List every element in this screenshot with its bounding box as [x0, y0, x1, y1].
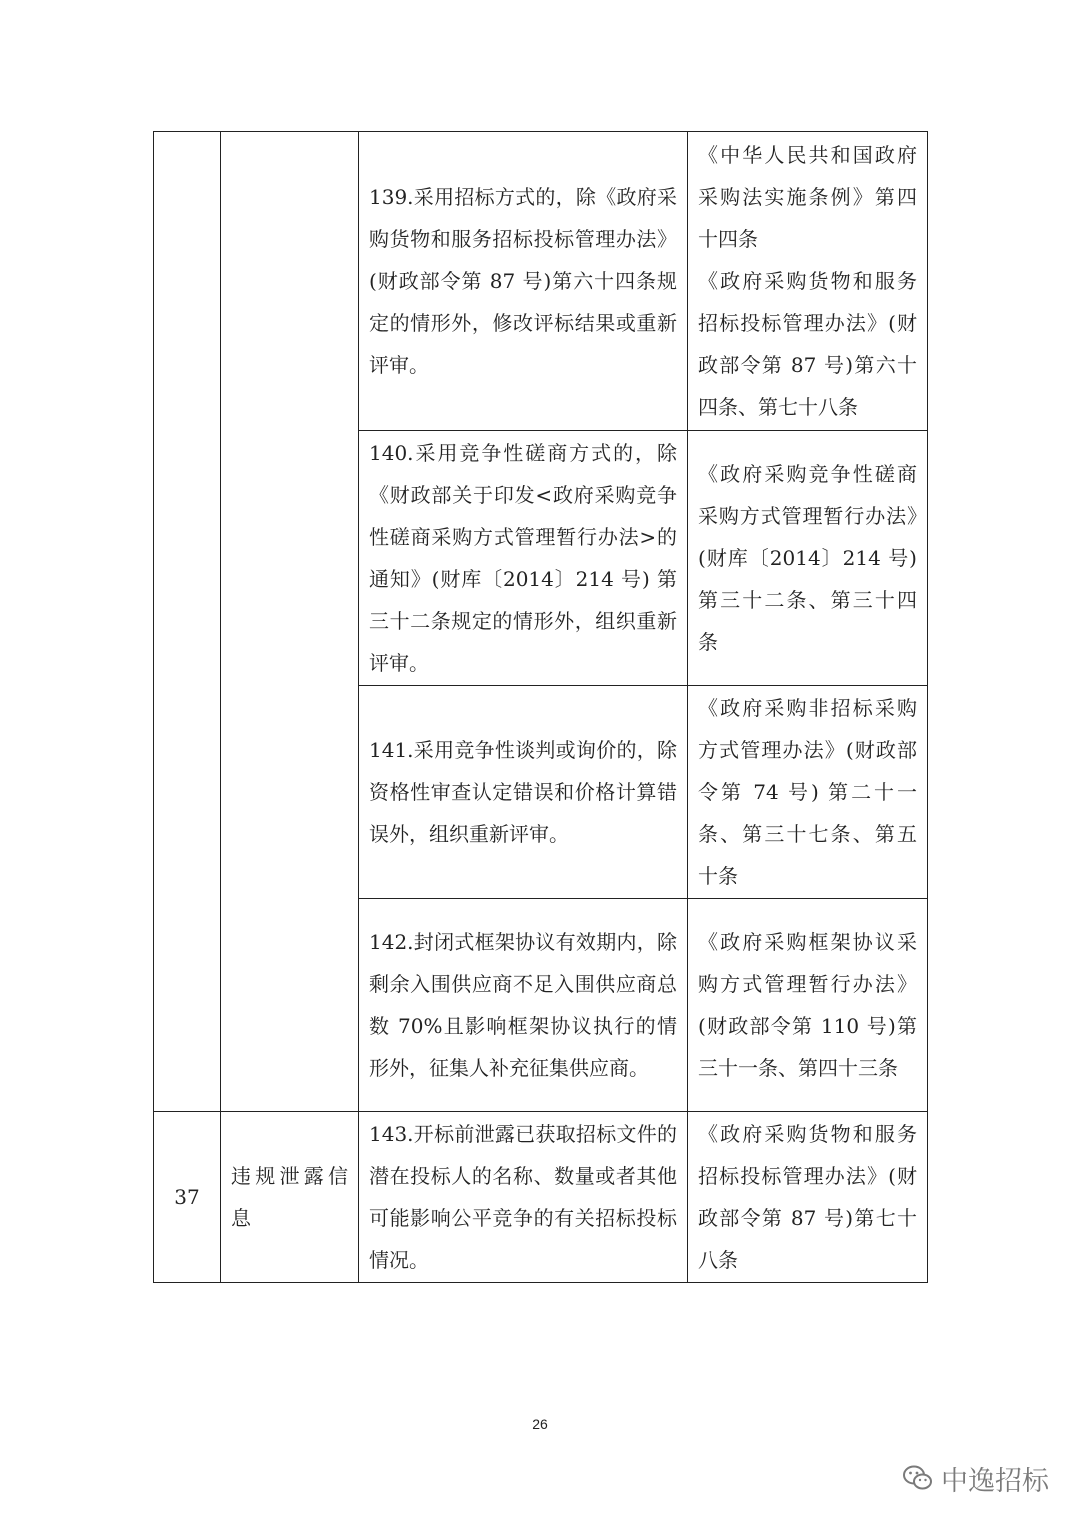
content-cell: 141.采用竞争性谈判或询价的，除资格性审查认定错误和价格计算错误外，组织重新评审。: [359, 686, 688, 899]
table-row: [154, 1112, 928, 1283]
page-number: 26: [532, 1416, 548, 1432]
basis-cell: 《政府采购框架协议采购方式管理暂行办法》(财政部令第 110 号)第三十一条、第四十三条: [688, 899, 928, 1112]
content-cell: 142.封闭式框架协议有效期内，除剩余入围供应商不足入围供应商总数 70%且影响框架协议执行的情形外，征集人补充征集供应商。: [359, 899, 688, 1112]
content-cell: 139.采用招标方式的，除《政府采购货物和服务招标投标管理办法》(财政部令第 87 号)第六十四条规定的情形外，修改评标结果或重新评审。: [359, 132, 688, 431]
basis-cell: 《政府采购非招标采购方式管理办法》(财政部令第 74 号) 第二十一条、第三十七条、第五十条: [688, 686, 928, 899]
basis-cell: 《政府采购货物和服务招标投标管理办法》(财政部令第 87 号)第七十八条: [688, 1112, 928, 1283]
row-number-cell: 37: [154, 1112, 221, 1283]
basis-cell: 《政府采购竞争性磋商采购方式管理暂行办法》(财库〔2014〕214 号) 第三十二条、第三十四条: [688, 431, 928, 686]
content-cell: 140.采用竞争性磋商方式的，除《财政部关于印发<政府采购竞争性磋商采购方式管理暂行办法>的通知》(财库〔2014〕214 号) 第三十二条规定的情形外，组织重新评审。: [359, 431, 688, 686]
watermark: [903, 1458, 1049, 1498]
row-number-cell: [154, 132, 221, 1112]
watermark-text: 中逸招标: [941, 1465, 1049, 1497]
basis-cell: [688, 132, 928, 431]
item-name-cell: [221, 132, 359, 1112]
regulation-table: [153, 131, 928, 1283]
item-name-cell: 违规泄露信息: [221, 1112, 359, 1283]
content-cell: 143.开标前泄露已获取招标文件的潜在投标人的名称、数量或者其他可能影响公平竞争的有关招标投标情况。: [359, 1112, 688, 1283]
table-row: [154, 132, 928, 431]
wechat-icon: [903, 1465, 933, 1491]
basis-text: 《中华人民共和国政府采购法实施条例》第四十四条 《政府采购货物和服务招标投标管理办法》(财政部令第 87 号)第六十四条、第七十八条: [698, 143, 917, 419]
